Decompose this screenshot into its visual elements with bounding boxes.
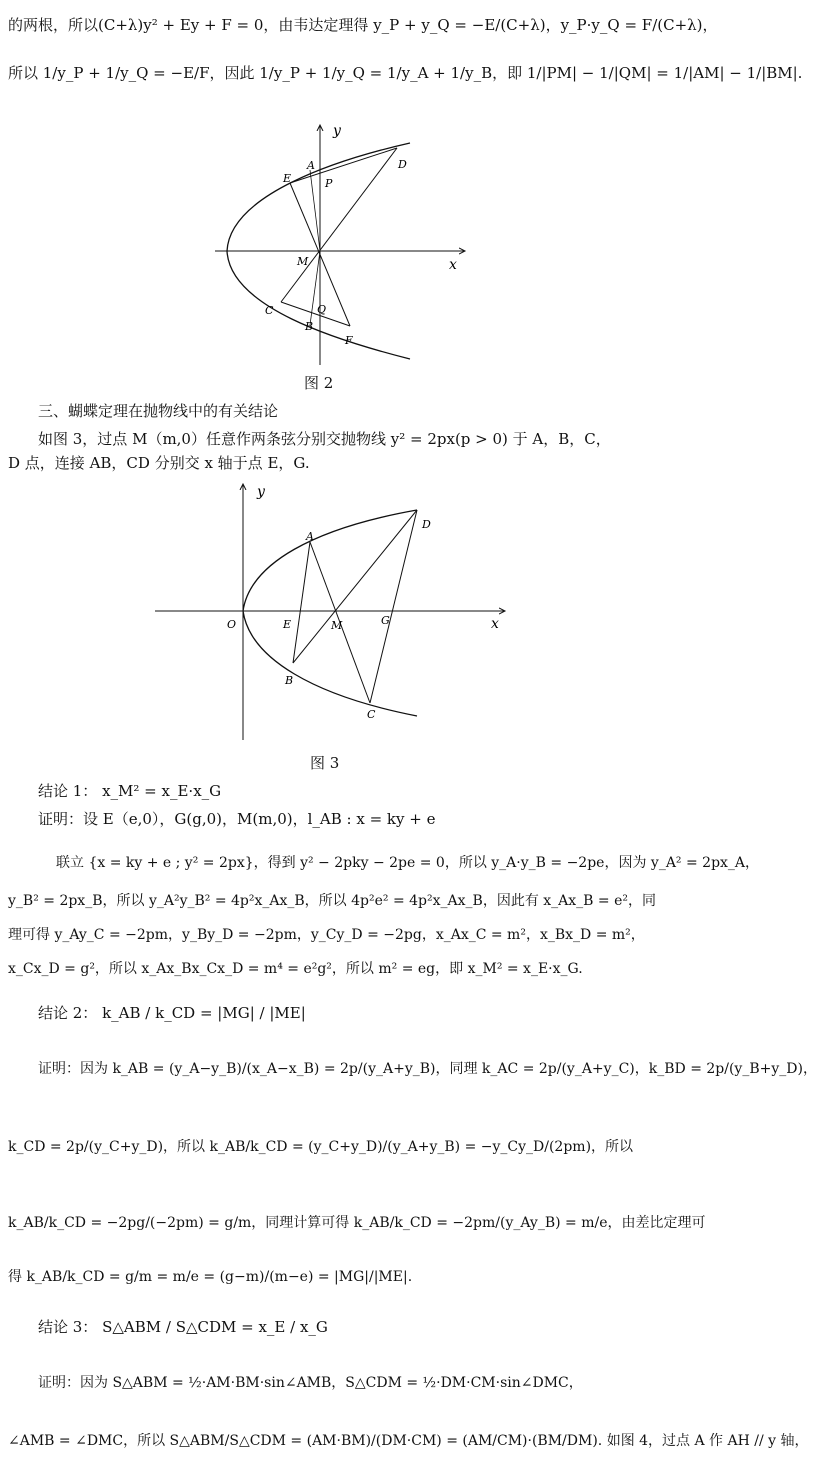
segment-AM: [310, 170, 320, 251]
text-line: 联立 {x = ky + e ; y² = 2px}，得到 y² − 2pky − 2pe = 0，所以 y_A·y_B = −2pe，因为 y_A² = 2px_A，: [56, 855, 760, 871]
text-line: k_CD = 2p/(y_C+y_D)，所以 k_AB/k_CD = (y_C+y_D)/(y_A+y_B) = −y_Cy_D/(2pm)，所以: [8, 1139, 634, 1155]
conclusion-1: 结论 1： x_M² = x_E·x_G: [38, 782, 222, 800]
figure-caption: 图 2: [304, 374, 334, 392]
parabola-curve: [243, 510, 417, 716]
label-G: G: [381, 614, 390, 627]
text-line: y_B² = 2px_B，所以 y_A²y_B² = 4p²x_Ax_B，所以 4p²e² = 4p²x_Ax_B，因此有 x_Ax_B = e²，同: [8, 893, 656, 909]
chord-DC: [281, 148, 397, 302]
label-P: P: [325, 177, 333, 190]
label-x: x: [449, 257, 457, 273]
label-A: A: [306, 530, 314, 543]
label-C: C: [367, 708, 376, 721]
text-line: 证明：因为 k_AB = (y_A−y_B)/(x_A−x_B) = 2p/(y_A+y_B)，同理 k_AC = 2p/(y_A+y_C)，k_BD = 2p/(y_B+y_D)，: [38, 1061, 817, 1077]
label-M: M: [297, 255, 309, 268]
conclusion-2: 结论 2： k_AB / k_CD = |MG| / |ME|: [38, 1004, 306, 1022]
label-B: B: [285, 674, 294, 687]
figure-2: [215, 115, 475, 375]
label-x: x: [491, 616, 499, 632]
figure-caption: 图 3: [310, 754, 340, 772]
segment-CF: [281, 302, 350, 326]
text-line: 理可得 y_Ay_C = −2pm，y_By_D = −2pm，y_Cy_D = −2pg，x_Ax_C = m²，x_Bx_D = m²，: [8, 927, 645, 943]
label-B: B: [305, 320, 314, 333]
text-line: 如图 3，过点 M（m,0）任意作两条弦分别交抛物线 y² = 2px(p > 0) 于 A，B，C，: [38, 430, 611, 448]
label-E: E: [283, 618, 292, 631]
text-line: 的两根，所以(C+λ)y² + Ey + F = 0，由韦达定理得 y_P + y_Q = −E/(C+λ)，y_P·y_Q = F/(C+λ)，: [8, 16, 718, 34]
text-line: k_AB/k_CD = −2pg/(−2pm) = g/m，同理计算可得 k_AB/k_CD = −2pm/(y_Ay_B) = m/e，由差比定理可: [8, 1215, 706, 1231]
text-line: 证明：设 E（e,0），G(g,0)，M(m,0)，l_AB : x = ky + e: [38, 810, 436, 828]
text-line: 证明：因为 S△ABM = ½·AM·BM·sin∠AMB，S△CDM = ½·DM·CM·sin∠DMC，: [38, 1375, 583, 1391]
label-M: M: [331, 619, 343, 632]
text-line: ∠AMB = ∠DMC，所以 S△ABM/S△CDM = (AM·BM)/(DM·CM) = (AM/CM)·(BM/DM). 如图 4，过点 A 作 AH // y 轴，: [8, 1433, 809, 1449]
figure-3: [155, 478, 515, 746]
text-line: 所以 1/y_P + 1/y_Q = −E/F，因此 1/y_P + 1/y_Q = 1/y_A + 1/y_B，即 1/|PM| − 1/|QM| = 1/|AM| − 1/|BM|.: [8, 64, 803, 82]
label-A: A: [307, 159, 315, 172]
label-E: E: [283, 172, 292, 185]
label-D: D: [398, 158, 407, 171]
label-F: F: [345, 334, 353, 347]
label-C: C: [265, 304, 274, 317]
section-heading: 三、蝴蝶定理在抛物线中的有关结论: [38, 402, 279, 420]
conclusion-3: 结论 3： S△ABM / S△CDM = x_E / x_G: [38, 1318, 328, 1336]
label-y: y: [257, 484, 265, 500]
label-Q: Q: [317, 303, 327, 316]
label-D: D: [422, 518, 431, 531]
text-line: 得 k_AB/k_CD = g/m = m/e = (g−m)/(m−e) = |MG|/|ME|.: [8, 1269, 413, 1285]
text-line: x_Cx_D = g²，所以 x_Ax_Bx_Cx_D = m⁴ = e²g²，所以 m² = eg，即 x_M² = x_E·x_G.: [8, 961, 583, 977]
label-O: O: [227, 618, 237, 631]
text-line: D 点，连接 AB，CD 分别交 x 轴于点 E，G.: [8, 454, 310, 472]
label-y: y: [333, 123, 341, 139]
